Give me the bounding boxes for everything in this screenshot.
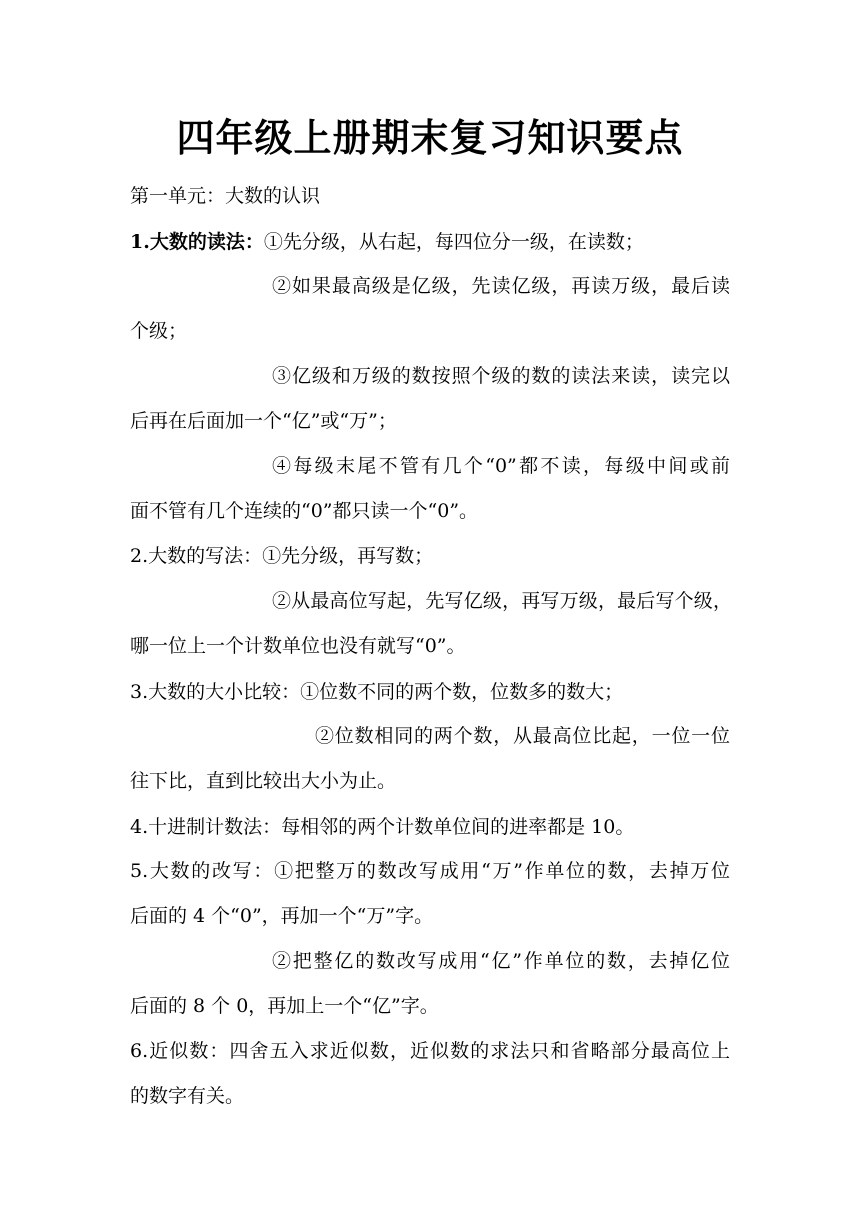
item2-step2-line1: ②从最高位写起，先写亿级，再写万级，最后写个级，: [272, 590, 732, 612]
item5-step2-line2: 后面的 8 个 0，再加上一个“亿”字。: [130, 995, 439, 1017]
item1-step2-line2: 个级；: [130, 320, 188, 342]
item1-step3-line1: ③亿级和万级的数按照个级的数的读法来读，读完以: [272, 365, 730, 387]
item1-label: 1.大数的读法：: [130, 231, 264, 253]
item1-step3-line2: 后再在后面加一个“亿”或“万”；: [130, 410, 397, 432]
item1-step1: ①先分级，从右起，每四位分一级，在读数；: [263, 231, 644, 253]
item5-step1-line1: ①把整万的数改写成用“万”作单位的数，去掉万位: [274, 860, 730, 882]
item2-line1: [130, 543, 433, 569]
unit-heading: 第一单元：大数的认识: [130, 185, 321, 207]
item5-line1: [130, 858, 730, 884]
item2-step2-line2: 哪一位上一个计数单位也没有就写“0”。: [130, 635, 466, 657]
item2-label: 2.大数的写法：: [130, 545, 263, 567]
item3-line1: [130, 679, 623, 705]
item1-step2-line1: ②如果最高级是亿级，先读亿级，再读万级，最后读: [272, 275, 730, 297]
item2-step1: ①先分级，再写数；: [262, 545, 434, 567]
item3-label: 3.大数的大小比较：: [130, 681, 301, 703]
item3-step1: ①位数不同的两个数，位数多的数大；: [300, 681, 624, 703]
item3-step2-line2: 往下比，直到比较出大小为止。: [130, 770, 397, 792]
item1-step4-line2: 面不管有几个连续的“0”都只读一个“0”。: [130, 500, 479, 522]
item6-line1: 6.近似数：四舍五入求近似数，近似数的求法只和省略部分最高位上: [130, 1040, 730, 1062]
item5-step2-line1: ②把整亿的数改写成用“亿”作单位的数，去掉亿位: [272, 950, 730, 972]
page-title: 四年级上册期末复习知识要点: [176, 115, 684, 160]
item5-step1-line2: 后面的 4 个“0”，再加一个“万”字。: [130, 905, 434, 927]
item4-line: 4.十进制计数法：每相邻的两个计数单位间的进率都是 10。: [130, 816, 635, 838]
item3-step2-line1: ②位数相同的两个数，从最高位比起，一位一位: [315, 725, 730, 747]
item5-label: 5.大数的改写：: [130, 860, 275, 882]
item1-step4-line1: ④每级末尾不管有几个“0”都不读，每级中间或前: [272, 455, 730, 477]
item1-line1: [130, 229, 644, 255]
item6-line2: 的数字有关。: [130, 1085, 245, 1107]
